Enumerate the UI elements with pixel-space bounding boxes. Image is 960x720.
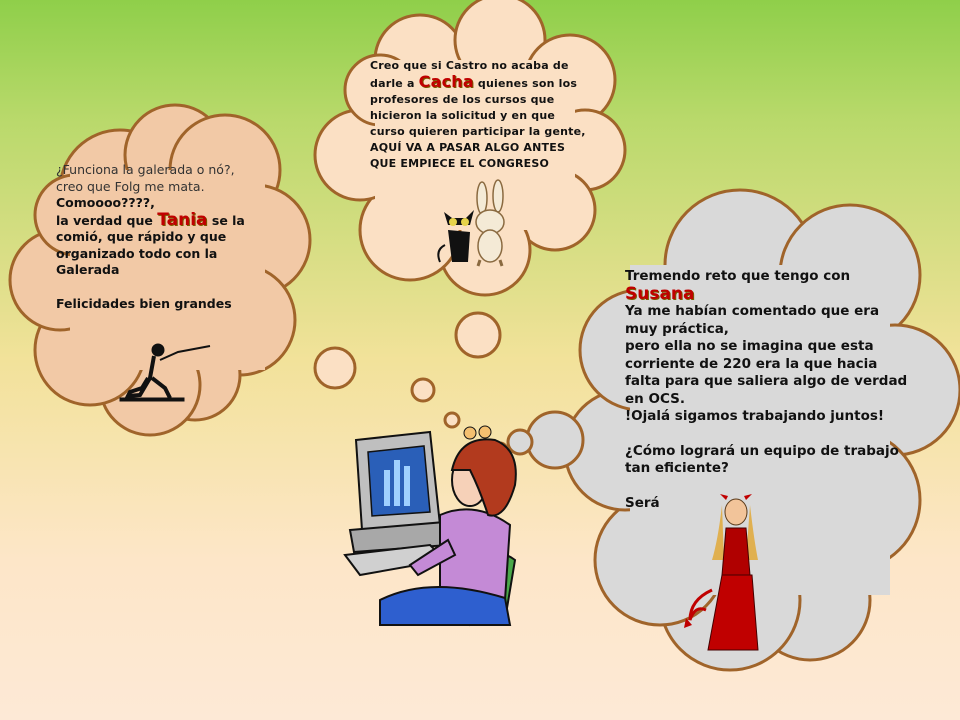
left-line4: Felicidades bien grandes	[56, 295, 232, 311]
right-line4: !Ojalá sigamos trabajando juntos!	[625, 408, 885, 424]
left-line2: Comoooo????,	[56, 195, 155, 210]
top-line2: quienes son los profesores de los cursos que hicieron la solicitud y en que curso quieren participar la gente, AQUÍ VA A PASAR ALGO ANTES QUE EMPIECE EL CONGRESO	[370, 77, 586, 170]
woman-at-computer-clipart	[345, 426, 516, 625]
left-bubble-text	[56, 162, 261, 312]
right-line1: Tremendo reto que tengo con	[625, 268, 851, 284]
left-line3-post: se la comió, que rápido y que organizado todo con la Galerada	[56, 212, 245, 277]
name-susana: Susana	[625, 283, 695, 304]
top-bubble-text	[370, 58, 588, 172]
right-line5: ¿Cómo logrará un equipo de trabajo tan eficiente?	[625, 442, 899, 476]
thought-dots	[315, 313, 500, 427]
name-cacha: Cacha	[418, 72, 474, 91]
right-line2: Ya me habían comentado que era muy práctica,	[625, 303, 880, 337]
name-tania: Tania	[157, 209, 208, 230]
right-bubble-text	[625, 268, 915, 512]
left-line1: ¿Funciona la galerada o nó?, creo que Folg me mata.	[56, 162, 235, 194]
left-line3	[56, 209, 261, 279]
top-line1: Creo que si Castro no acaba de darle a	[370, 59, 569, 90]
left-line3-pre: la verdad que	[56, 212, 153, 228]
right-line3: pero ella no se imagina que esta corriente de 220 era la que hacia falta para que saliera algo de verdad en OCS.	[625, 338, 908, 407]
right-line6: Será	[625, 494, 660, 511]
